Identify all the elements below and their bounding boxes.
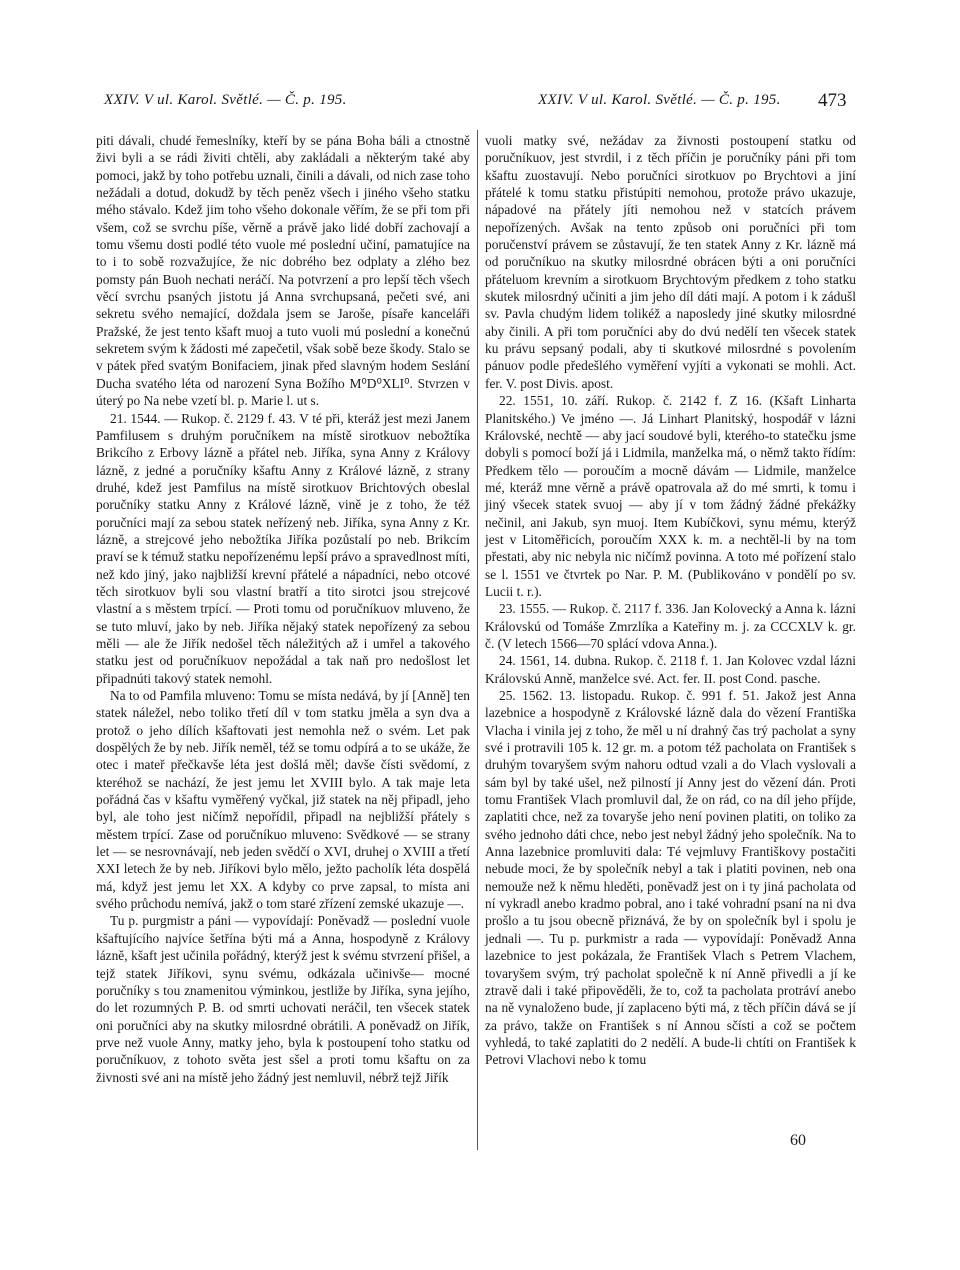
paragraph: 21. 1544. — Rukop. č. 2129 f. 43. V té při, kteráž jest mezi Janem Pamfilusem s druhým poručníkem na místě sirotkuov nebožtíka Brikcího z Erbovy lázně a přátel neb. Jiříka, syna Anny z Královy lázně, z jedné a poručníky kšaftu Anny z Králové lázně, z strany druhé, kdež jest Pamfilus na místě sirotkuov Brichtových obeslal poručníky statku Anny z Králové lázně, vině je z toho, že též poručníci mají za sebou statek neřízený neb. Jiříka, syna Anny z Kr. lázně, a strejcové jeho nebožtíka Jiříka pozůstalí po neb. Brikcím praví se k témuž statku nepořízenému lepší právo a spravedlnost míti, než kdo jiný, jako najbližší krevní přátelé a nápadníci, nebo otcové těch sirotkuov byli sou vlastní bratří a tito sirotci jsou strejcové vlastní a s městem trpící. — Proti tomu od poručníkuov mluveno, že se tuto mluví, jako by neb. Jiříka nějaký statek nepořízený za sebou měli — ale že Jiřík nedošel těch náležitých až i umřel a takového statku jest od poručníkuov nepožádal a tak naň pro nedošlost let připadnúti takový statek nemohl. <box>96 410 470 686</box>
paragraph: 24. 1561, 14. dubna. Rukop. č. 2118 f. 1. Jan Kolovec vzdal lázni Královskú Anně, manželce své. Act. fer. II. post Cond. pasche. <box>485 653 856 686</box>
paragraph: 25. 1562. 13. listopadu. Rukop. č. 991 f. 51. Jakož jest Anna lazebnice a hospodyně z Královské lázně dala do vězení Františka Vlacha i vinila jej z toho, že měl u ní drahný čas trý pacholat a syny své i protravili 105 k. 12 gr. m. a potom též pacholata on František s druhým tovaryšem svým nahoru odtud vzali a do Vlach vyslovali a sám byl by také ušel, než pilností jí Anny jest do vězení dán. Proti tomu František Vlach promluvil dal, že on rád, co na díl jeho příjde, zaplatiti chce, než za tovaryše jeho není povinen platiti, on toliko za svého jednoho dáti chce, nebo jest nebyl žádný jeho společník. Na to Anna lazebnice promluviti dala: Té vejmluvy Františkovy postačiti nebude moci, že by společník nebyl a tak i platiti povinen, neb ona nemouže než k němu hleděti, poněvadž jest on i ty jiná pacholata od ní vykradl anebo kradmo pobral, ano i také vohradní psaní na ni dva prošlo a tu jsou obecně přiznává, že by on společník byl i spolu je jednali —. Tu p. purkmistr a rada — vypovídají: Poněvadž Anna lazebnice to jest pokázala, že František Vlach s Petrem Vlachem, tovaryšem svým, trý pacholat společně k ní Anně přivedli a jí ke ztravě dali i také připověděli, že to, což ta pacholata protráví anebo na ně vynaloženo bude, jí zaplaceno býti má, z těch příčin dává se jí za právo, takže on František s ní Annou sčísti a což se počtem vyhledá, to také zaplatiti do 2 nedělí. A bude-li chtíti on František k Petrovi Vlachovi nebo k tomu <box>485 688 856 1068</box>
running-header-left: XXIV. V ul. Karol. Světlé. — Č. p. 195. <box>104 92 347 108</box>
paragraph: piti dávali, chudé řemeslníky, kteří by se pána Boha báli a ctnostně živi byli a se rádi živiti chtěli, aby zakládali a některým také aby pomoci, jakž by toho potřebu uznali, činili a dávali, od nich zase toho nežádali a dotud, dokudž by těch peněz všech i jiného všeho statku mého stávalo. Kdež jim toho všeho dokonale věřím, že se při tom při všem, což se svrchu píše, věrně a právě jako lidé dobří zachovají a tomu všemu dosti podlé této vuole mé poslední učiní, pamatujíce na to i to sobě rozvažujíce, že nic dobrého bez odplaty a zlého bez pomsty pán Buoh nechati neráčí. Na potvrzení a pro lepší těch všech věcí svrchu psaných jistotu já Anna svrchupsaná, pečeti své, ani sekretu svého nemající, doždala jsem se Jaroše, písaře kanceláři Pražské, že jest tento kšaft muoj a tuto vuoli mú poslední a konečnú sekretem svým k žádosti mé zapečetil, však sobě beze škody. Stalo se v pátek před svatým Bonifaciem, jinak před slavným hodem Seslání Ducha svatého léta od narození Syna Božího M⁰D⁰XLI⁰. Stvrzen v úterý po Na nebe vzetí bl. p. Marie l. ut s. <box>96 133 470 409</box>
page-number: 473 <box>818 90 847 111</box>
paragraph: Tu p. purgmistr a páni — vypovídají: Poněvadž — poslední vuole kšaftujícího najvíce šetřína býti má a Anna, hospodyně z Královy lázně, kšaft jest učinila pořádný, kterýž jest k svému stvrzení přišel, a tejž statek Jiříkovi, synu svému, odkázala učinivše— mocné poručníky s tou znamenitou výminkou, jestliže by Jiříka, syna jejího, do let rozumných P. B. od smrti uchovati neráčil, ten všecek statek oni poručníci aby na skutky milosrdné obrátili. A poněvadž on Jiřík, prve než vuole Anny, matky jeho, byla k postoupení toho statku od poručníkuov, z tohoto světa jest sšel a proti tomu kšaftu on za živnosti své ani na místě jeho žádný jest nemluvil, nébrž tejž Jiřík <box>96 913 470 1085</box>
paragraph: 22. 1551, 10. září. Rukop. č. 2142 f. Z 16. (Kšaft Linharta Planitského.) Ve jméno —. Já Linhart Planitský, hospodář v lázni Královské, nechtě — aby jací soudové byli, kterého-to statečku jsme dobyli s pomocí boží já i Lidmila, manželka má, o němž takto řídím: Předkem tělo — poroučím a mocně dávám — Lidmile, manželce mé, kteráž mne věrně a právě opatrovala až do mé smrti, k tomu i jiný všecek statek svuoj — aby jí v tom žádný žádné překážky nečinil, ani Jakub, syn muoj. Item Kubíčkovi, synu mému, kterýž jest v Litoměřicích, poroučím XXX k. m. a nechtěl-li by na tom přestati, aby nic nebyla nic ničímž povinna. A toto mé pořízení stalo se l. 1551 ve čtvrtek po Nar. P. M. (Publikováno v pondělí po sv. Lucii t. r.). <box>485 393 856 599</box>
signature-number: 60 <box>790 1132 806 1149</box>
column-divider <box>477 130 478 1150</box>
paragraph: Na to od Pamfila mluveno: Tomu se místa nedává, by jí [Anně] ten statek náležel, nebo toliko třetí díl v tom statku jměla a syn dva a protož o jeho dílích kšaftovati jest nemohla než o svém. Let pak dospělých že by neb. Jiřík neměl, též se tomu odpírá a to se ukáže, že otec i mateř přečkavše léta jest došlá měl; davše čísti svědomí, z kteréhož se nachází, že jest jemu let XVIII bylo. A tak maje leta pořádná čas v kšaftu vyměřený vyčkal, již statek na něj připadl, jeho byl, ale toho jest ničímž nepořídil, připadl na nejbližší přátely s městem trpící. Zase od poručníkuo mluveno: Svědkové — se strany let — se nesrovnávají, neb jeden svědčí o XVI, druhej o XVIII a třetí XXI letech že by neb. Jiříkovi bylo mělo, ježto pacholík léta dospělá má, když jest jemu let XX. A kdyby co prve zapsal, to místa ani svého průchodu nemívá, jakž o tom staré zřízení zemské ukazuje —. <box>96 688 470 912</box>
running-header-right: XXIV. V ul. Karol. Světlé. — Č. p. 195. <box>538 92 781 108</box>
left-column <box>96 132 470 1086</box>
paragraph: vuoli matky své, nežádav za živnosti postoupení statku od poručníkuov, jest stvrdil, i z těch příčin je poručníky páni při tom kšaftu zuostavují. Nebo poručníci sirotkuov po Brychtovi a jiní přátelé k tomu statku přistúpiti nemohou, protože právo ukazuje, nápadové na přátely jíti nemohou než v statcích právem nepořízených. Avšak na tento způsob oni poručníci při tom poručenství právem se zůstavují, že ten statek Anny z Kr. lázně má od poručníkuo na skutky milosrdné obrácen býti a oni poručníci přáteluom krevním a sirotkuom Brychtovým předkem z toho statku skutek milosrdný učiniti a jim jeho díl dáti mají. A potom i k zádušl sv. Pavla chudým lidem tolikéž a naposledy jiné skutky milosrdné aby činili. A při tom poručníci aby do dvú nedělí ten všecek statek ku právu sepsaný podali, aby ti skutkové milosrdné s povolením pánuov podle předešlého vyměření vyjíti a vykonati se mohli. Act. fer. V. post Divis. apost. <box>485 133 856 391</box>
paragraph: 23. 1555. — Rukop. č. 2117 f. 336. Jan Kolovecký a Anna k. lázni Královskú od Tomáše Zmrzlíka a Kateřiny m. j. za CCCXLV k. gr. č. (V letech 1566—70 splácí vdova Anna.). <box>485 601 856 651</box>
right-column <box>485 132 856 1069</box>
